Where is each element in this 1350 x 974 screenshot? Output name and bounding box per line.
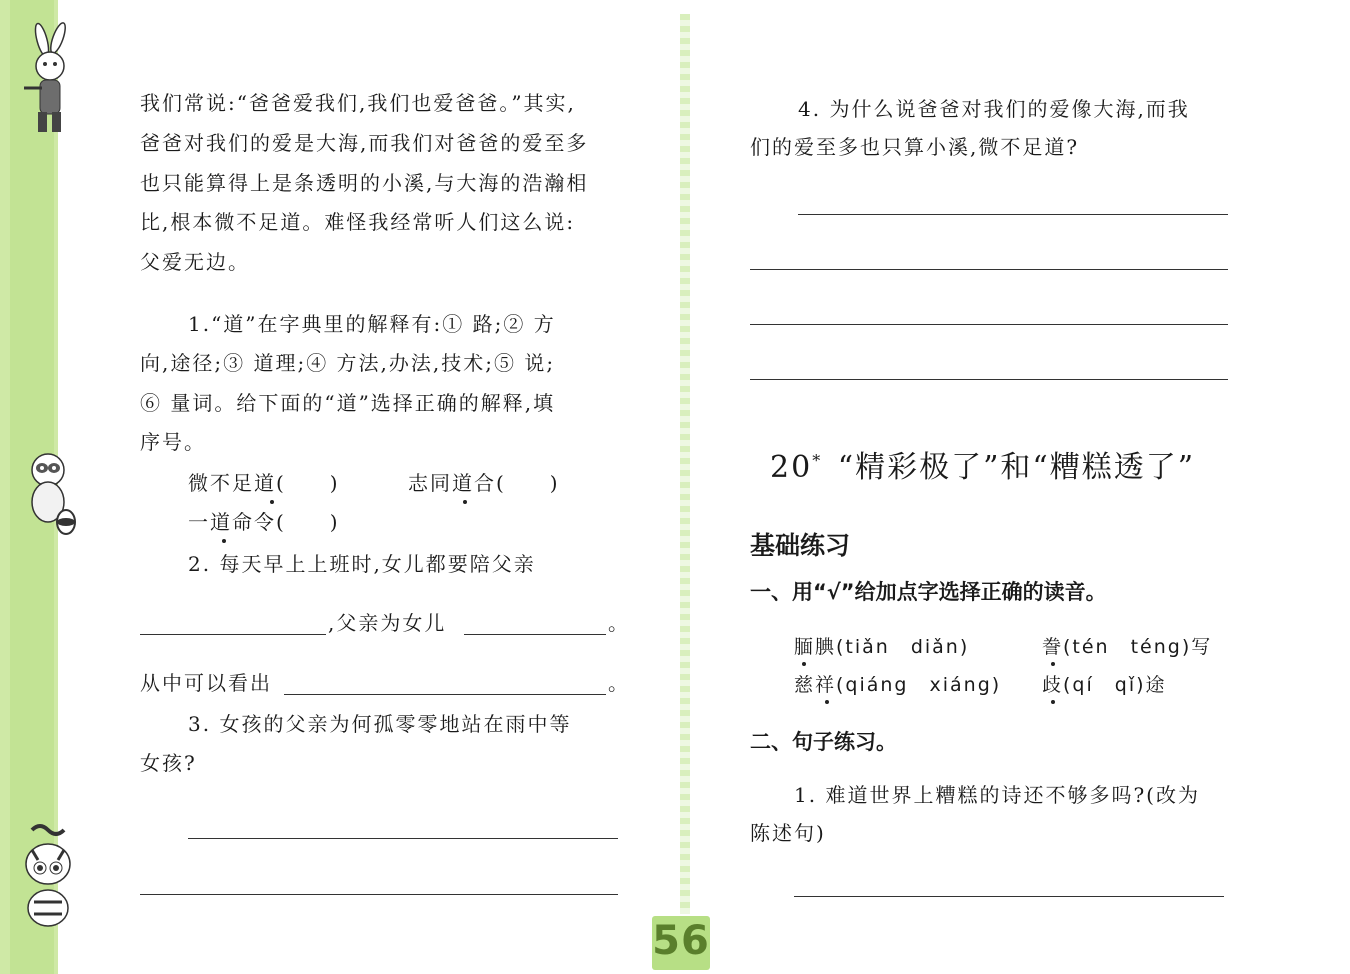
q4-answer-line-2[interactable] <box>750 269 1228 270</box>
lesson-number: 20 <box>770 450 813 485</box>
q2-answer-blank-3[interactable] <box>284 694 606 695</box>
passage-line-2: 爸爸对我们的爱是大海,而我们对爸爸的爱至多 <box>140 131 589 155</box>
book-spine <box>680 14 690 914</box>
q1-item-3[interactable]: 一道命令( ) <box>188 510 340 534</box>
section-heading: 基础练习 <box>750 531 851 560</box>
raccoon-icon <box>14 448 80 540</box>
s1-answer-line[interactable] <box>794 896 1224 897</box>
q2-end-punct: 。 <box>608 611 630 635</box>
q4-answer-line-1[interactable] <box>798 214 1228 215</box>
part-2-heading: 二、句子练习。 <box>750 730 897 754</box>
q2-line-1: 2. 每天早上上班时,女儿都要陪父亲 <box>188 552 536 576</box>
q4-line-2: 们的爱至多也只算小溪,微不足道? <box>750 135 1080 159</box>
pinyin-item-3[interactable]: 慈祥(qiáng xiáng) <box>794 674 1002 696</box>
lesson-star: * <box>812 451 823 470</box>
q2-line-3: 从中可以看出 <box>140 671 272 695</box>
part-1-heading: 一、用“√”给加点字选择正确的读音。 <box>750 580 1107 604</box>
emphasis-dot <box>802 662 806 666</box>
q1-line-4: 序号。 <box>140 430 206 454</box>
q1-line-2: 向,途径;③ 道理;④ 方法,办法,技术;⑤ 说; <box>140 351 556 375</box>
q4-answer-line-3[interactable] <box>750 324 1228 325</box>
emphasis-dot <box>222 539 226 543</box>
q3-answer-line-2[interactable] <box>140 894 618 895</box>
passage-line-5: 父爱无边。 <box>140 250 250 274</box>
emphasis-dot <box>463 500 467 504</box>
q1-line-1: 1.“道”在字典里的解释有:① 路;② 方 <box>188 312 556 336</box>
lesson-heading <box>770 442 1195 486</box>
q1-line-3: ⑥ 量词。给下面的“道”选择正确的解释,填 <box>140 391 556 415</box>
emphasis-dot <box>1051 662 1055 666</box>
q3-answer-line-1[interactable] <box>188 838 618 839</box>
passage-line-1: 我们常说:“爸爸爱我们,我们也爱爸爸。”其实, <box>140 91 576 115</box>
q4-line-1: 4. 为什么说爸爸对我们的爱像大海,而我 <box>798 97 1190 121</box>
s1-line-2: 陈述句) <box>750 821 826 845</box>
q3-line-1: 3. 女孩的父亲为何孤零零地站在雨中等 <box>188 712 572 736</box>
q2-answer-blank-1[interactable] <box>140 634 326 635</box>
q2-line-3-end: 。 <box>608 671 630 695</box>
rabbit-icon <box>14 22 80 142</box>
q2-mid-text: ,父亲为女儿 <box>328 611 447 635</box>
lesson-title: “精彩极了”和“糟糕透了” <box>837 450 1196 485</box>
page-number: 56 <box>652 918 710 964</box>
q4-answer-line-4[interactable] <box>750 379 1228 380</box>
s1-line-1: 1. 难道世界上糟糕的诗还不够多吗?(改为 <box>794 783 1200 807</box>
tiger-icon <box>12 820 78 932</box>
emphasis-dot <box>1051 700 1055 704</box>
pinyin-item-2[interactable]: 誊(tén téng)写 <box>1042 636 1213 658</box>
q3-line-2: 女孩? <box>140 751 197 775</box>
pinyin-item-1[interactable]: 腼腆(tiǎn diǎn) <box>794 636 970 658</box>
passage-line-3: 也只能算得上是条透明的小溪,与大海的浩瀚相 <box>140 171 589 195</box>
q1-item-2[interactable]: 志同道合( ) <box>408 471 560 495</box>
q2-answer-blank-2[interactable] <box>464 634 606 635</box>
pinyin-item-4[interactable]: 歧(qí qǐ)途 <box>1042 674 1167 696</box>
q1-item-1[interactable]: 微不足道( ) <box>188 471 340 495</box>
emphasis-dot <box>825 700 829 704</box>
passage-line-4: 比,根本微不足道。难怪我经常听人们这么说: <box>140 210 576 234</box>
